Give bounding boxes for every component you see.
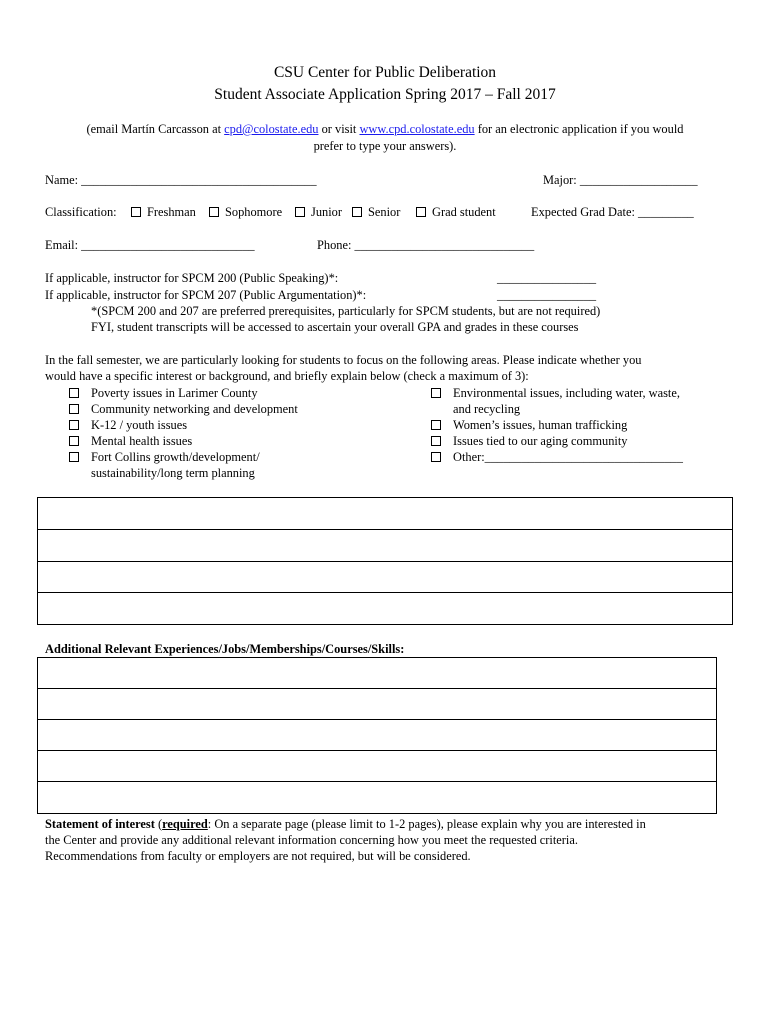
class-option-junior[interactable] — [295, 205, 342, 220]
intro-suffix: for an electronic application if you would — [474, 122, 684, 136]
spcm207-label: If applicable, instructor for SPCM 207 (Public Argumentation)*: — [45, 288, 367, 302]
intro-prefix: (email Martín Carcasson at — [86, 122, 225, 136]
class-option-label: Junior — [311, 205, 342, 219]
focus-explanation-line[interactable] — [38, 562, 732, 593]
intro-middle: or visit — [318, 122, 360, 136]
checkbox-icon[interactable] — [352, 207, 362, 217]
experience-line[interactable] — [38, 782, 716, 813]
focus-explanation-line[interactable] — [38, 530, 732, 562]
focus-option-mental-health[interactable] — [69, 434, 192, 449]
focus-option-label: Community networking and development — [91, 402, 298, 416]
grad-date-field[interactable]: Expected Grad Date: _________ — [531, 205, 694, 219]
checkbox-icon[interactable] — [131, 207, 141, 217]
statement-line-3: Recommendations from faculty or employers are not required, but will be considered. — [45, 849, 471, 863]
spcm207-field[interactable]: ________________ — [497, 288, 597, 302]
experience-line[interactable] — [38, 658, 716, 689]
checkbox-icon[interactable] — [431, 452, 441, 462]
focus-option-label: Other:________________________________ — [453, 450, 683, 464]
experience-heading: Additional Relevant Experiences/Jobs/Memberships/Courses/Skills: — [45, 642, 405, 656]
focus-option-label: Issues tied to our aging community — [453, 434, 628, 448]
statement-line-1: Statement of interest (required: On a separate page (please limit to 1-2 pages), please explain why you are interested in — [45, 817, 646, 831]
checkbox-icon[interactable] — [69, 436, 79, 446]
focus-option-aging[interactable] — [431, 434, 627, 449]
name-field[interactable]: Name: ______________________________________ — [45, 173, 317, 187]
focus-option-poverty[interactable] — [69, 386, 258, 401]
form-title: CSU Center for Public Deliberation — [273, 64, 497, 81]
experience-line[interactable] — [38, 689, 716, 720]
checkbox-icon[interactable] — [69, 452, 79, 462]
focus-option-label: Women’s issues, human trafficking — [453, 418, 628, 432]
email-field[interactable]: Email: ____________________________ — [45, 238, 255, 252]
phone-field[interactable]: Phone: _____________________________ — [317, 238, 535, 252]
form-subtitle: Student Associate Application Spring 2017 – Fall 2017 — [214, 86, 556, 103]
checkbox-icon[interactable] — [431, 388, 441, 398]
focus-option-other[interactable] — [431, 450, 683, 465]
checkbox-icon[interactable] — [209, 207, 219, 217]
prerequisite-note: *(SPCM 200 and 207 are preferred prerequisites, particularly for SPCM students, but are not required) — [91, 304, 601, 318]
focus-option-growth-cont: sustainability/long term planning — [91, 466, 255, 480]
major-field[interactable]: Major: ___________________ — [543, 173, 698, 187]
checkbox-icon[interactable] — [69, 388, 79, 398]
checkbox-icon[interactable] — [431, 420, 441, 430]
focus-intro-2: would have a specific interest or background, and briefly explain below (check a maximum of 3): — [45, 369, 529, 383]
checkbox-icon[interactable] — [69, 420, 79, 430]
class-option-label: Senior — [368, 205, 401, 219]
focus-option-label: Fort Collins growth/development/ — [91, 450, 260, 464]
statement-rest: : On a separate page (please limit to 1-2 pages), please explain why you are interested in — [207, 817, 646, 831]
website-link[interactable]: www.cpd.colostate.edu — [359, 122, 475, 136]
focus-intro-1: In the fall semester, we are particularly looking for students to focus on the following areas. Please indicate whether you — [45, 353, 642, 367]
email-link[interactable]: cpd@colostate.edu — [224, 122, 319, 136]
class-option-label: Freshman — [147, 205, 196, 219]
focus-option-k12[interactable] — [69, 418, 187, 433]
experience-box — [37, 657, 717, 814]
class-option-grad[interactable] — [416, 205, 496, 220]
focus-explanation-box — [37, 497, 733, 625]
class-option-label: Sophomore — [225, 205, 283, 219]
focus-explanation-line[interactable] — [38, 593, 732, 624]
class-option-freshman[interactable] — [131, 205, 196, 220]
focus-option-environment-cont: and recycling — [453, 402, 521, 416]
focus-option-growth[interactable] — [69, 450, 260, 465]
checkbox-icon[interactable] — [69, 404, 79, 414]
statement-line-2: the Center and provide any additional relevant information concerning how you meet the requested criteria. — [45, 833, 578, 847]
class-option-label: Grad student — [432, 205, 496, 219]
focus-explanation-line[interactable] — [38, 498, 732, 530]
checkbox-icon[interactable] — [431, 436, 441, 446]
focus-option-label: Mental health issues — [91, 434, 193, 448]
transcript-note: FYI, student transcripts will be accessed to ascertain your overall GPA and grades in these courses — [91, 320, 579, 334]
focus-option-environment[interactable] — [431, 386, 680, 401]
checkbox-icon[interactable] — [295, 207, 305, 217]
statement-label: Statement of interest — [45, 817, 155, 831]
spcm200-label: If applicable, instructor for SPCM 200 (Public Speaking)*: — [45, 271, 339, 285]
checkbox-icon[interactable] — [416, 207, 426, 217]
classification-label: Classification: — [45, 205, 117, 219]
focus-option-label: Environmental issues, including water, waste, — [453, 386, 680, 400]
focus-option-label: K-12 / youth issues — [91, 418, 188, 432]
focus-option-label: Poverty issues in Larimer County — [91, 386, 258, 400]
focus-option-community[interactable] — [69, 402, 298, 417]
intro-line-2: prefer to type your answers). — [313, 139, 457, 153]
class-option-senior[interactable] — [352, 205, 400, 220]
focus-option-women[interactable] — [431, 418, 627, 433]
experience-line[interactable] — [38, 720, 716, 751]
class-option-sophomore[interactable] — [209, 205, 282, 220]
statement-required: required — [162, 817, 208, 831]
intro-line-1 — [40, 122, 730, 137]
experience-line[interactable] — [38, 751, 716, 782]
spcm200-field[interactable]: ________________ — [497, 271, 597, 285]
